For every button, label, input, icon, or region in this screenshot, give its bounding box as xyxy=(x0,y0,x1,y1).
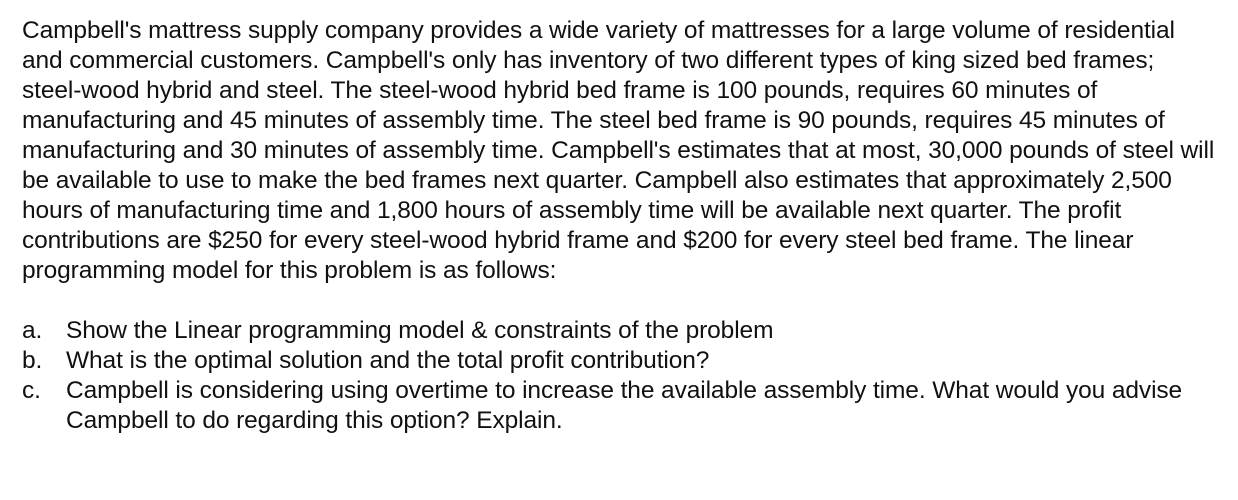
question-marker: a. xyxy=(22,317,43,344)
question-text: Show the Linear programming model & constraints of the problem xyxy=(66,317,774,344)
question-marker: b. xyxy=(22,347,43,374)
question-text: What is the optimal solution and the total profit contribution? xyxy=(66,347,710,374)
problem-statement: Campbell's mattress supply company provides a wide variety of mattresses for a large volume of residential and commercial customers. Campbell's only has inventory of two different types of king sized bed frames; steel-wood hybrid and steel. The steel-wood hybrid bed frame is 100 pounds, requires 60 minutes of manufacturing and 45 minutes of assembly time. The steel bed frame is 90 pounds, requires 45 minutes of manufacturing and 30 minutes of assembly time. Campbell's estimates that at most, 30,000 pounds of steel will be available to use to make the bed frames next quarter. Campbell also estimates that approximately 2,500 hours of manufacturing time and 1,800 hours of assembly time will be available next quarter. The profit contributions are $250 for every steel-wood hybrid frame and $200 for every steel bed frame. The linear programming model for this problem is as follows: xyxy=(22,17,1215,284)
question-text: Campbell is considering using overtime to increase the available assembly time. What would you advise Campbell to do regarding this option? Explain. xyxy=(66,377,1183,434)
question-c xyxy=(22,376,1218,436)
question-marker: c. xyxy=(22,377,41,404)
question-b xyxy=(22,346,1218,376)
question-a xyxy=(22,316,1218,346)
question-list xyxy=(22,316,1218,436)
